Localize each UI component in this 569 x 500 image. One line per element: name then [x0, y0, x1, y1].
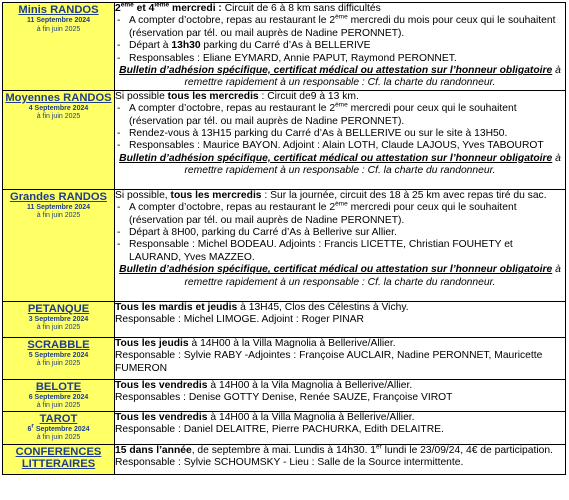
activity-name: SCRABBLE — [27, 338, 90, 351]
table-row — [3, 301, 566, 337]
activity-name: Grandes RANDOS — [10, 190, 107, 203]
responsible-line: Responsable : Sylvie SCHOUMSKY - Lieu : Salle de la Source intermittente. — [115, 457, 464, 469]
activity-start-date: 11 Septembre 2024 — [26, 203, 91, 211]
bullet-item: - Responsables : Maurice BAYON. Adjoint : Alain LOTH, Claude LAJOUS, Yves TABOUROT — [115, 140, 565, 152]
activity-details-cell — [115, 379, 566, 411]
table-row — [3, 337, 566, 379]
activity-details-cell — [115, 189, 566, 301]
activity-label-cell — [3, 337, 115, 379]
activity-name: Minis RANDOS — [18, 4, 99, 16]
activity-label-cell — [3, 90, 115, 189]
bullet-item: - Départ à 8H00, parking du Carré d’As à Bellerive sur Allier. — [115, 227, 565, 239]
bullet-item: - Responsables : Eliane EYMARD, Annie PAPUT, Raymond PERONNET. — [115, 53, 565, 65]
activity-name: CONFERENCES LITTERAIRES — [15, 445, 102, 470]
table-row — [3, 189, 566, 301]
bullet-item: - Départ à 13h30 parking du Carré d’As à BELLERIVE — [115, 40, 565, 52]
schedule-line: Tous les vendredis à 14H00 à la Vila Magnolia à Bellerive/Allier. — [115, 379, 413, 391]
activity-start-date: 5 Septembre 2024 — [28, 351, 89, 359]
activity-name: Moyennes RANDOS — [5, 91, 112, 104]
activity-label-cell — [3, 411, 115, 444]
responsible-line: Responsable : Daniel DELAITRE, Pierre PACHURKA, Edith DELAITRE. — [115, 424, 444, 436]
schedule-line: 2ème et 4ième mercredi : Circuit de 6 à 8 km sans difficultés — [115, 1, 381, 14]
activity-end-date: à fin juin 2025 — [36, 113, 81, 121]
activity-start-date: 4 Septembre 2024 — [28, 104, 89, 112]
activity-name: BELOTE — [35, 380, 82, 393]
bulletin-note: Bulletin d’adhésion spécifique, certificat médical ou attestation sur l’honneur obligatoire à remettre rapidement à un responsable : Cf. la charte du randonneur. — [119, 152, 561, 177]
bulletin-note: Bulletin d’adhésion spécifique, certificat médical ou attestation sur l’honneur obligatoire à remettre rapidement à un responsable : Cf. la charte du randonneur. — [119, 65, 561, 89]
responsible-line: Responsable : Sylvie RABY -Adjointes : Françoise AUCLAIR, Nadine PERONNET, Mauricette FUMERON — [115, 350, 543, 374]
schedule-line: 15 dans l’année, de septembre à mai. Lundis à 14h30. 1er lundi le 23/09/24, 4€ de participation. — [115, 443, 553, 456]
bulletin-note: Bulletin d’adhésion spécifique, certificat médical ou attestation sur l’honneur obligatoire à remettre rapidement à un responsable : Cf. la charte du randonneur. — [119, 264, 561, 288]
table-row — [3, 3, 566, 91]
activity-label-cell — [3, 3, 115, 91]
activity-end-date: à fin juin 2025 — [36, 434, 81, 442]
activities-table — [2, 2, 566, 475]
table-row — [3, 411, 566, 444]
activity-start-date: 11 Septembre 2024 — [26, 17, 91, 24]
activity-details-cell — [115, 411, 566, 444]
bullet-item: - A compter d’octobre, repas au restaurant le 2ème mercredi du mois pour ceux qui le souhaitent (réservation par tél. ou mail auprès de Nadine PERONNET). — [115, 15, 565, 40]
responsible-line: Responsables : Denise GOTTY Denise, Renée SAUZE, Françoise VIROT — [115, 392, 453, 404]
activity-end-date: à fin juin 2025 — [36, 402, 81, 410]
activity-name: PETANQUE — [27, 302, 90, 315]
activity-label-cell — [3, 301, 115, 337]
activity-start-date: 6 Septembre 2024 — [28, 393, 89, 401]
activity-details-cell — [115, 337, 566, 379]
activity-label-cell — [3, 444, 115, 474]
schedule-line: Tous les jeudis à 14H00 à la Villa Magnolia à Bellerive/Allier. — [115, 337, 396, 349]
activity-details-cell — [115, 301, 566, 337]
bullet-item: - A compter d’octobre, repas au restaurant le 2ème mercredi pour ceux qui le souhaitent (réservation par tél. ou mail auprès de Nadine PERONNET). — [115, 103, 565, 128]
schedule-line: Si possible tous les mercredis : Circuit de9 à 13 km. — [115, 90, 359, 102]
activity-start-date: 3 Septembre 2024 — [28, 315, 89, 323]
activity-details-cell — [115, 444, 566, 474]
responsible-line: Responsable : Michel LIMOGE. Adjoint : Roger PINAR — [115, 314, 364, 326]
activity-label-cell — [3, 379, 115, 411]
activity-start-date: 6$^r$ Septembre 2024 — [27, 422, 90, 433]
table-row — [3, 90, 566, 189]
schedule-line: Si possible, tous les mercredis : Sur la journée, circuit des 18 à 25 km avec repas tiré du sac. — [115, 189, 547, 201]
schedule-line: Tous les mardis et jeudis à 13H45, Clos des Célestins à Vichy. — [115, 301, 409, 313]
activity-end-date: à fin juin 2025 — [36, 360, 81, 368]
activity-name: TAROT — [39, 412, 78, 425]
activity-end-date: à fin juin 2025 — [36, 212, 81, 220]
table-row — [3, 379, 566, 411]
schedule-line: Tous les vendredis à 14H00 à la Villa Magnolia à Bellerive/Allier. — [115, 411, 415, 423]
activity-details-cell — [115, 90, 566, 189]
bullet-item: - Responsable : Michel BODEAU. Adjoints : Francis LICETTE, Christian FOUHETY et LAURAND, Yves MAZZEO. — [115, 239, 565, 264]
bullet-item: - Rendez-vous à 13H15 parking du Carré d’As à BELLERIVE ou sur le site à 13H50. — [115, 128, 565, 140]
activity-label-cell — [3, 189, 115, 301]
activity-end-date: à fin juin 2025 — [36, 25, 81, 33]
table-row — [3, 444, 566, 474]
activity-end-date: à fin juin 2025 — [36, 324, 81, 332]
activity-details-cell — [115, 3, 566, 91]
bullet-item: - A compter d’octobre, repas au restaurant le 2ème mercredi pour ceux qui le souhaitent (réservation par tél. ou mail auprès de Nadine PERONNET). — [115, 202, 565, 227]
